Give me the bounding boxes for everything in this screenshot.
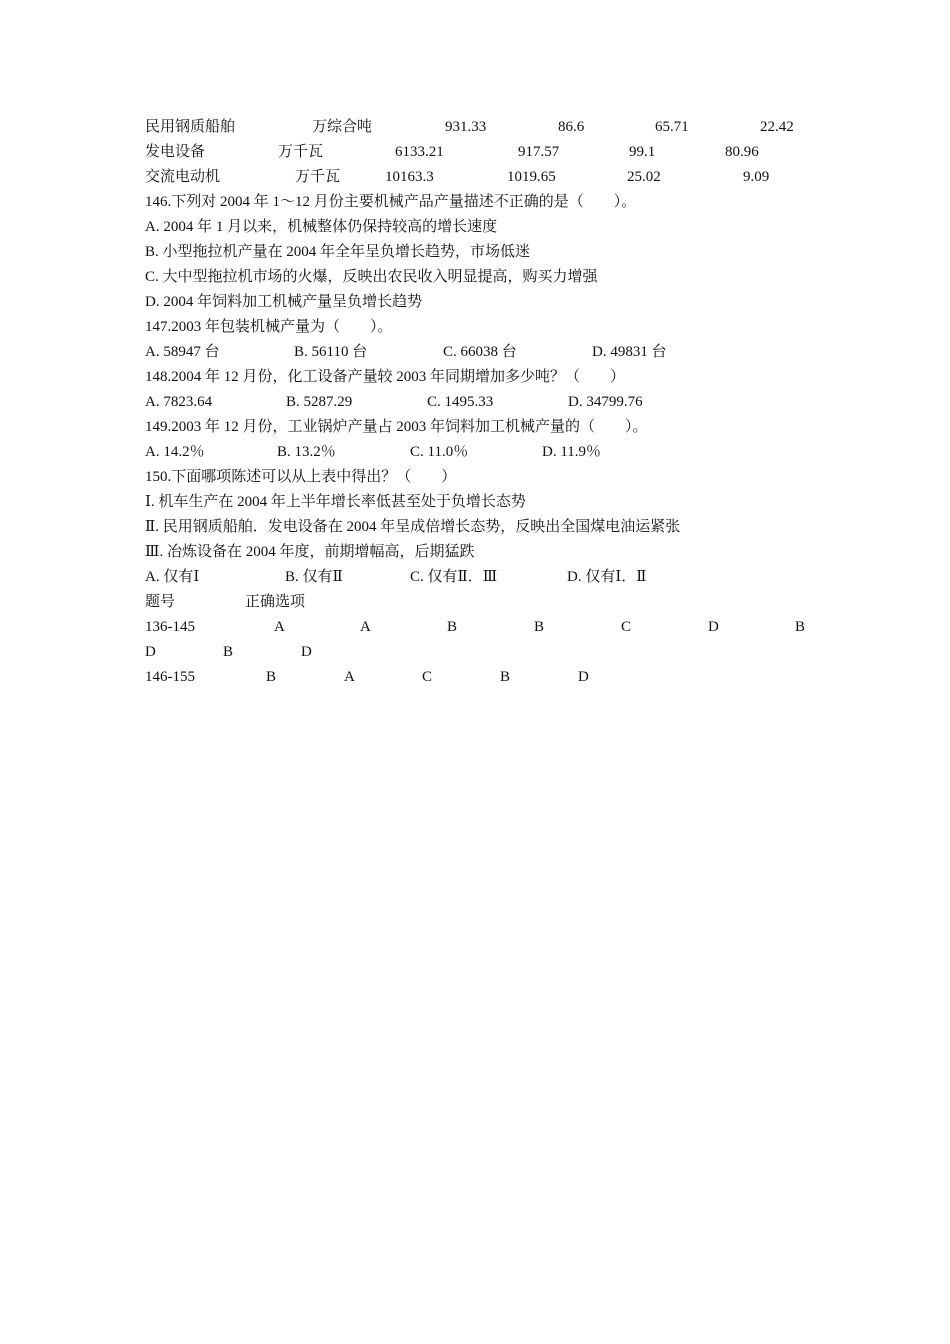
- option-a: A. 仅有Ⅰ: [145, 569, 200, 585]
- row-value-2: 86.6: [558, 119, 585, 135]
- question-148-stem: 148.2004 年 12 月份，化工设备产量较 2003 年同期增加多少吨？（ ）: [145, 369, 626, 385]
- option-b: B. 13.2％: [277, 444, 336, 460]
- answer-key-range: 146-155: [145, 669, 195, 685]
- option-a: A. 14.2％: [145, 444, 205, 460]
- question-146-option-a: A. 2004 年 1 月以来，机械整体仍保持较高的增长速度: [145, 219, 498, 235]
- option-c: C. 66038 台: [443, 344, 517, 360]
- answer-key-value: D: [301, 644, 312, 660]
- row-value-3: 99.1: [629, 144, 656, 160]
- option-c: C. 1495.33: [427, 394, 494, 410]
- option-b: B. 5287.29: [286, 394, 353, 410]
- option-c: C. 仅有Ⅱ．Ⅲ: [410, 569, 498, 585]
- answer-key-value: B: [266, 669, 277, 685]
- answer-key-value: B: [795, 619, 806, 635]
- option-d: D. 34799.76: [568, 394, 643, 410]
- row-value-4: 80.96: [725, 144, 759, 160]
- option-d: D. 49831 台: [592, 344, 667, 360]
- row-unit: 万千瓦: [295, 169, 341, 185]
- question-149-stem: 149.2003 年 12 月份，工业锅炉产量占 2003 年饲料加工机械产量的（ ）。: [145, 419, 648, 435]
- row-value-4: 9.09: [743, 169, 770, 185]
- answer-key-value: B: [534, 619, 545, 635]
- option-b: B. 56110 台: [294, 344, 368, 360]
- option-c: C. 11.0％: [410, 444, 469, 460]
- answer-key-value: D: [145, 644, 156, 660]
- row-value-1: 10163.3: [385, 169, 434, 185]
- question-146-stem: 146.下列对 2004 年 1～12 月份主要机械产品产量描述不正确的是（ ）。: [145, 194, 637, 210]
- answer-key-value: C: [621, 619, 632, 635]
- question-150-statement-1: Ⅰ. 机车生产在 2004 年上半年增长率低甚至处于负增长态势: [145, 494, 526, 510]
- row-value-2: 917.57: [518, 144, 560, 160]
- option-d: D. 仅有Ⅰ．Ⅱ: [567, 569, 647, 585]
- row-value-2: 1019.65: [507, 169, 556, 185]
- row-value-3: 25.02: [627, 169, 661, 185]
- row-name: 发电设备: [145, 144, 206, 160]
- answer-key-value: A: [274, 619, 285, 635]
- question-150-stem: 150.下面哪项陈述可以从上表中得出？（ ）: [145, 469, 457, 485]
- row-unit: 万千瓦: [278, 144, 324, 160]
- row-unit: 万综合吨: [312, 119, 373, 135]
- question-147-stem: 147.2003 年包装机械产量为（ ）。: [145, 319, 393, 335]
- row-name: 民用钢质船舶: [145, 119, 236, 135]
- row-value-1: 931.33: [445, 119, 487, 135]
- option-a: A. 58947 台: [145, 344, 220, 360]
- option-d: D. 11.9％: [542, 444, 602, 460]
- answer-key-value: B: [447, 619, 458, 635]
- question-146-option-c: C. 大中型拖拉机市场的火爆，反映出农民收入明显提高，购买力增强: [145, 269, 598, 285]
- row-name: 交流电动机: [145, 169, 221, 185]
- row-value-3: 65.71: [655, 119, 689, 135]
- row-value-4: 22.42: [760, 119, 794, 135]
- option-a: A. 7823.64: [145, 394, 213, 410]
- answer-key-value: A: [344, 669, 355, 685]
- question-146-option-d: D. 2004 年饲料加工机械产量呈负增长趋势: [145, 294, 423, 310]
- answer-key-value: B: [500, 669, 511, 685]
- answer-key-value: C: [422, 669, 433, 685]
- answer-key-value: A: [360, 619, 371, 635]
- row-value-1: 6133.21: [395, 144, 444, 160]
- question-150-statement-3: Ⅲ. 冶炼设备在 2004 年度，前期增幅高，后期猛跌: [145, 544, 475, 560]
- answer-key-value: B: [223, 644, 234, 660]
- option-b: B. 仅有Ⅱ: [285, 569, 343, 585]
- answer-key-value: D: [708, 619, 719, 635]
- answer-key-value: D: [578, 669, 589, 685]
- answer-key-range: 136-145: [145, 619, 195, 635]
- answer-key-header-answer: 正确选项: [245, 594, 306, 610]
- question-150-statement-2: Ⅱ. 民用钢质船舶．发电设备在 2004 年呈成倍增长态势，反映出全国煤电油运紧张: [145, 519, 681, 535]
- answer-key-header-number: 题号: [145, 594, 176, 610]
- question-146-option-b: B. 小型拖拉机产量在 2004 年全年呈负增长趋势，市场低迷: [145, 244, 531, 260]
